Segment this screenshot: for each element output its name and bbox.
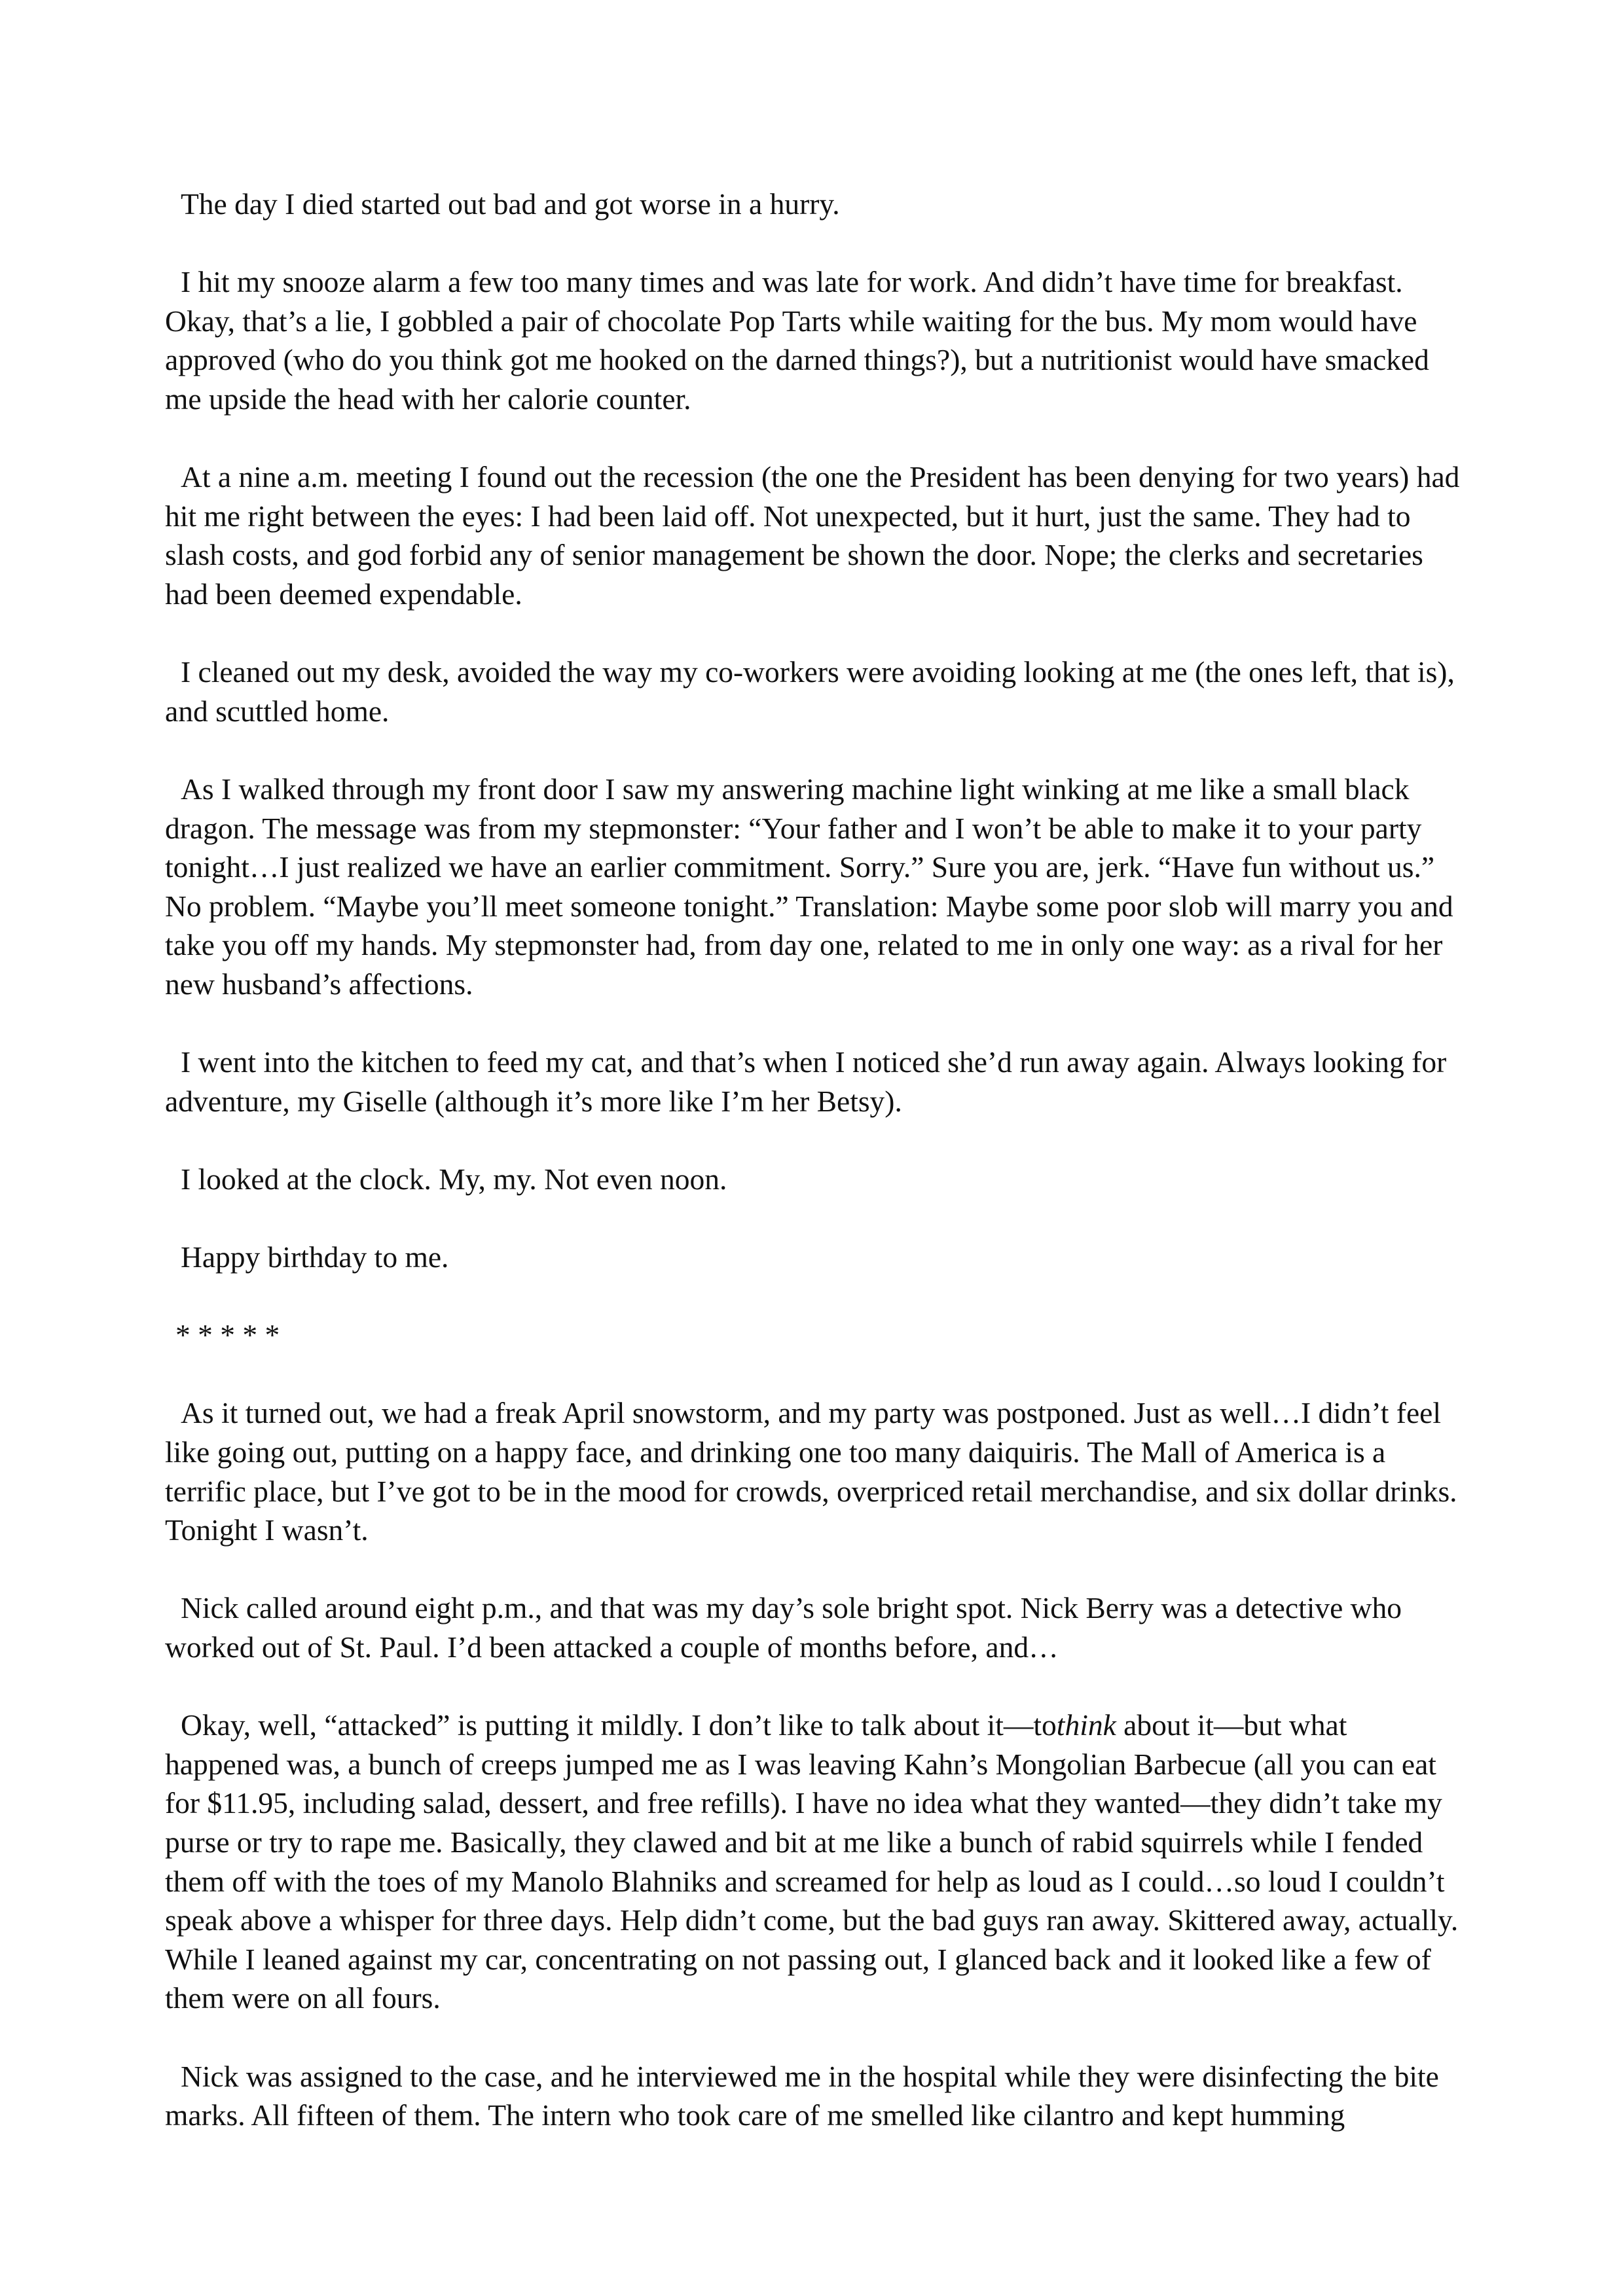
paragraph-laid-off: At a nine a.m. meeting I found out the recession (the one the President has been denying for two years) had hit me right between the eyes: I had been laid off. Not unexpected, but it hurt, just the same. They had to slash costs, and god forbid any of senior management be shown the door. Nope; the clerks and secretaries had been deemed expendable. [165, 460, 1460, 611]
paragraph-hospital: Nick was assigned to the case, and he interviewed me in the hospital while they were disinfecting the bite marks. All fifteen of them. The intern who took care of me smelled like cilantro and kept humming [165, 2059, 1439, 2132]
paragraph-nick-called: Nick called around eight p.m., and that was my day’s sole bright spot. Nick Berry was a detective who worked out of St. Paul. I’d been attacked a couple of months before, and… [165, 1591, 1402, 1664]
paragraph-answering-machine: As I walked through my front door I saw my answering machine light winking at me like a small black dragon. The message was from my stepmonster: “Your father and I won’t be able to make it to your party tonight…I just realized we have an earlier commitment. Sorry.” Sure you are, jerk. “Have fun without us.” No problem. “Maybe you’ll meet someone tonight.” Translation: Maybe some poor slob will marry you and take you off my hands. My stepmonster had, from day one, related to me in only one way: as a rival for her new husband’s affections. [165, 772, 1453, 1001]
paragraph-clock: I looked at the clock. My, my. Not even noon. [181, 1162, 727, 1196]
paragraph-snooze-alarm: I hit my snooze alarm a few too many times and was late for work. And didn’t have time for breakfast. Okay, that’s a lie, I gobbled a pair of chocolate Pop Tarts while waiting for the bus. My mom would have approved (who do you think got me hooked on the darned things?), but a nutritionist would have smacked me upside the head with her calorie counter. [165, 265, 1429, 416]
paragraph-cat-ran-away: I went into the kitchen to feed my cat, and that’s when I noticed she’d run away again. Always looking for adventure, my Giselle (although it’s more like I’m her Betsy). [165, 1045, 1447, 1118]
paragraph-happy-birthday: Happy birthday to me. [181, 1240, 449, 1274]
attacked-text-before-italic: Okay, well, “attacked” is putting it mildly. I don’t like to talk about it—to [181, 1708, 1057, 1742]
paragraph-snowstorm: As it turned out, we had a freak April snowstorm, and my party was postponed. Just as well…I didn’t feel like going out, putting on a happy face, and drinking one too many daiquiris. The Mall of America is a terrific place, but I’ve got to be in the mood for crowds, overpriced retail merchandise, and six dollar drinks. Tonight I wasn’t. [165, 1396, 1457, 1547]
paragraph-attacked [165, 1706, 1468, 2018]
document-page [165, 185, 1468, 2135]
paragraph-cleaned-desk: I cleaned out my desk, avoided the way my co-workers were avoiding looking at me (the ones left, that is), and scuttled home. [165, 655, 1455, 728]
paragraph-opening: The day I died started out bad and got worse in a hurry. [181, 187, 840, 221]
attacked-text-after-italic: about it—but what happened was, a bunch of creeps jumped me as I was leaving Kahn’s Mongolian Barbecue (all you can eat for $11.95, including salad, dessert, and free refills). I have no idea what they wanted—they didn’t take my purse or try to rape me. Basically, they clawed and bit at me like a bunch of rabid squirrels while I fended them off with the toes of my Manolo Blahniks and screamed for help as loud as I could…so loud I couldn’t speak above a whisper for three days. Help didn’t come, but the bad guys ran away. Skittered away, actually. While I leaned against my car, concentrating on not passing out, I glanced back and it looked like a few of them were on all fours. [165, 1708, 1459, 2015]
italic-emphasis: think [1056, 1708, 1116, 1742]
scene-break: * * * * * [175, 1318, 280, 1352]
